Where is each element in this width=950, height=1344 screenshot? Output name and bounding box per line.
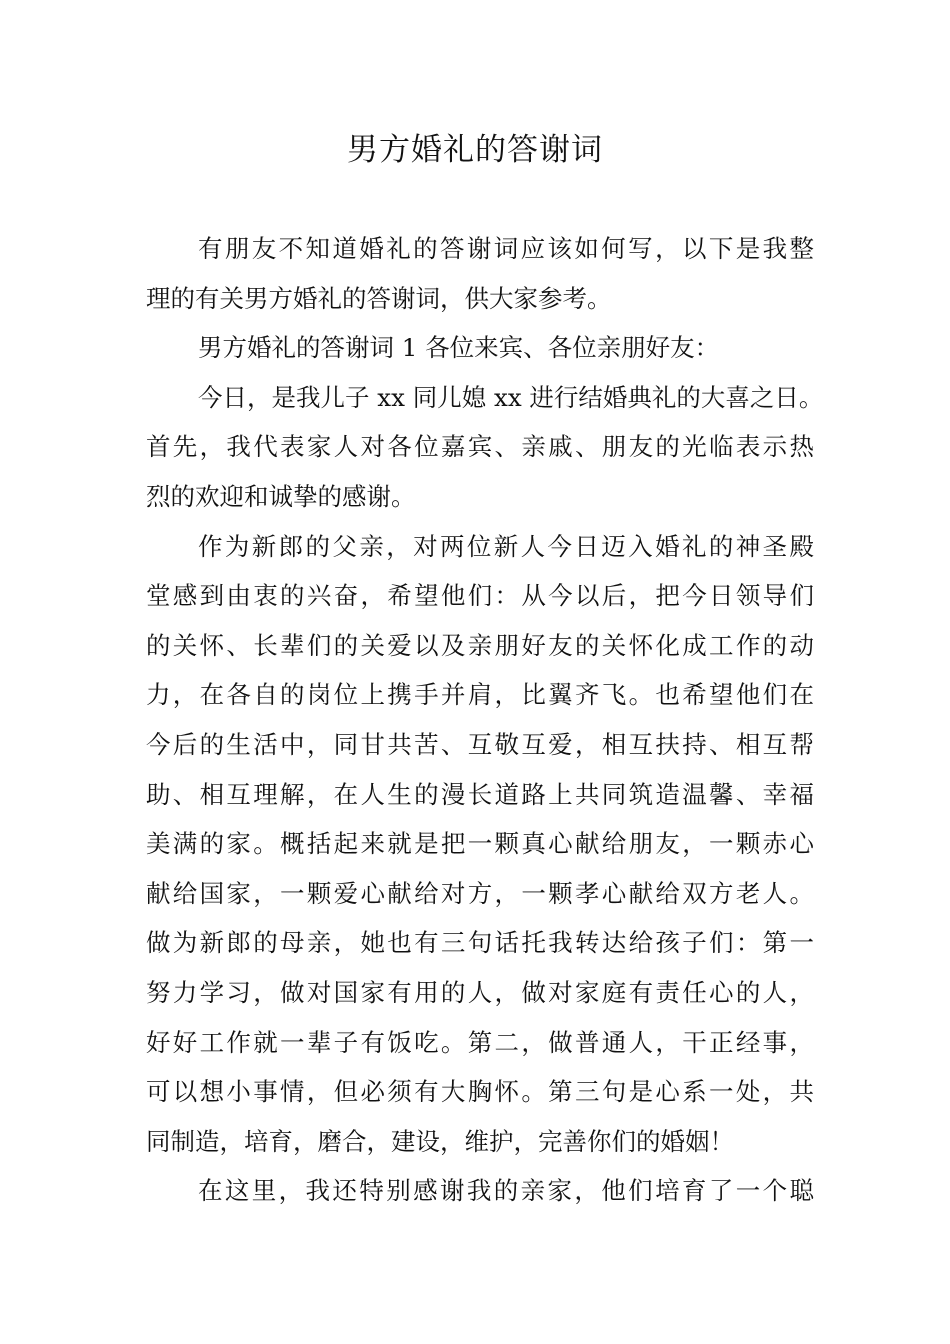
text-line: 同制造，培育，磨合，建设，维护，完善你们的婚姻！ — [146, 1126, 734, 1156]
text-line: 今日，是我儿子 xx 同儿媳 xx 进行结婚典礼的大喜之日。 — [198, 382, 824, 412]
text-line: 男方婚礼的答谢词 1 各位来宾、各位亲朋好友： — [198, 333, 720, 363]
text-line: 首先，我代表家人对各位嘉宾、亲戚、朋友的光临表示热 — [146, 432, 814, 462]
text-line: 堂感到由衷的兴奋，希望他们：从今以后，把今日领导们 — [146, 581, 814, 611]
text-line: 好好工作就一辈子有饭吃。第二，做普通人，干正经事， — [146, 1027, 814, 1057]
text-line: 美满的家。概括起来就是把一颗真心献给朋友，一颗赤心 — [146, 829, 814, 859]
text-line: 在这里，我还特别感谢我的亲家，他们培育了一个聪 — [198, 1176, 814, 1206]
text-line: 作为新郎的父亲，对两位新人今日迈入婚礼的神圣殿 — [198, 531, 814, 561]
text-line: 可以想小事情，但必须有大胸怀。第三句是心系一处，共 — [146, 1077, 814, 1107]
text-line: 献给国家，一颗爱心献给对方，一颗孝心献给双方老人。 — [146, 878, 814, 908]
text-line: 努力学习，做对国家有用的人，做对家庭有责任心的人， — [146, 977, 814, 1007]
text-line: 今后的生活中，同甘共苦、互敬互爱，相互扶持、相互帮 — [146, 729, 814, 759]
document-title: 男方婚礼的答谢词 — [347, 132, 603, 168]
document-body — [146, 224, 824, 1216]
text-line: 烈的欢迎和诚挚的感谢。 — [146, 481, 416, 511]
text-line: 助、相互理解，在人生的漫长道路上共同筑造温馨、幸福 — [146, 779, 814, 809]
text-line: 理的有关男方婚礼的答谢词，供大家参考。 — [146, 283, 612, 313]
text-line: 的关怀、长辈们的关爱以及亲朋好友的关怀化成工作的动 — [146, 630, 814, 660]
text-line: 有朋友不知道婚礼的答谢词应该如何写，以下是我整 — [198, 234, 814, 263]
text-line: 做为新郎的母亲，她也有三句话托我转达给孩子们：第一 — [146, 928, 814, 958]
text-line: 力，在各自的岗位上携手并肩，比翼齐飞。也希望他们在 — [146, 680, 814, 710]
